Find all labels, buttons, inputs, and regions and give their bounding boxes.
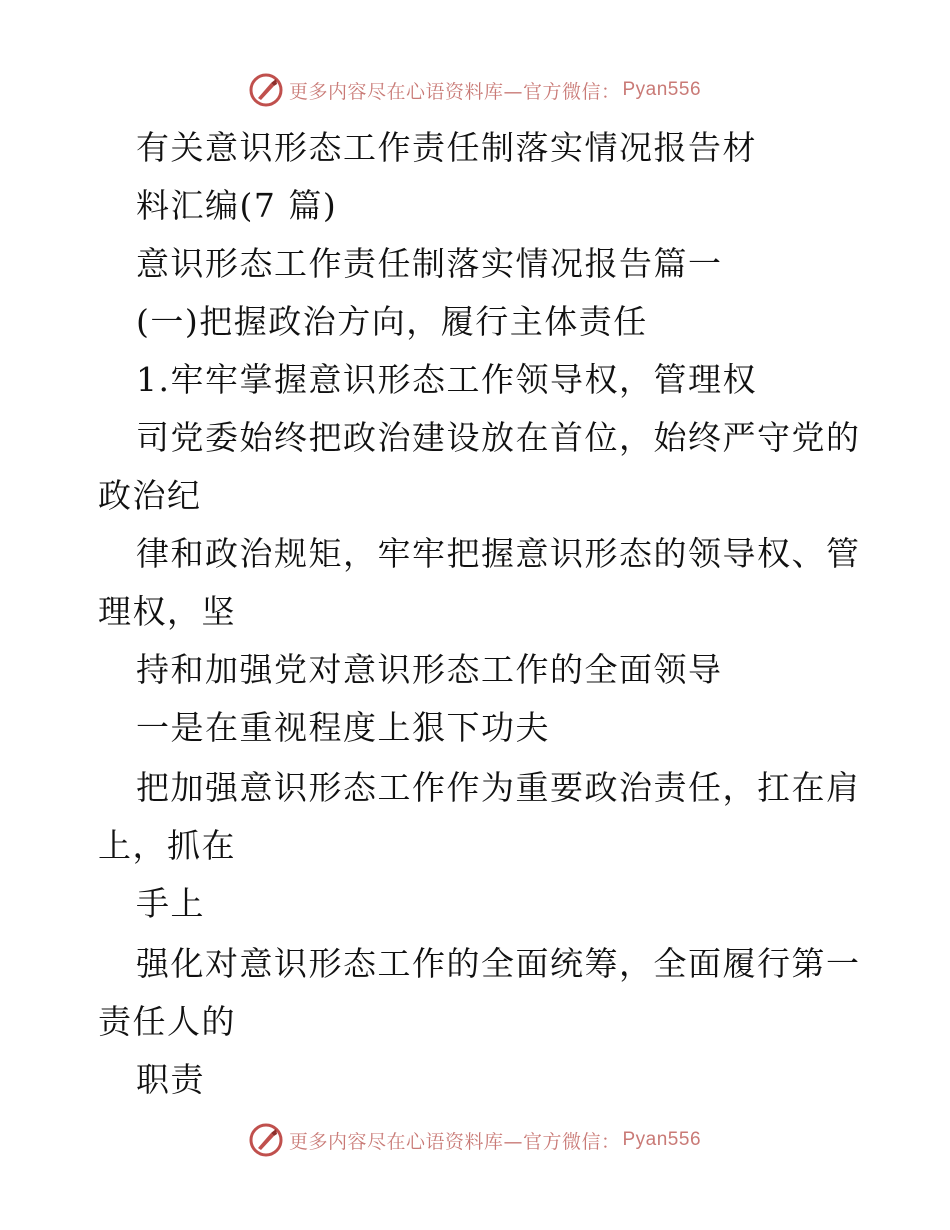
- quill-pen-logo-icon: [249, 73, 283, 107]
- paragraph-line: 强化对意识形态工作的全面统筹，全面履行第一: [136, 944, 861, 983]
- watermark-account: Pyan556: [622, 79, 702, 100]
- numbered-heading: 1.牢牢掌握意识形态工作领导权，管理权: [136, 360, 757, 399]
- paragraph-line: 持和加强党对意识形态工作的全面领导: [136, 650, 723, 689]
- watermark-text: 更多内容尽在心语资料库—官方微信：: [288, 1130, 621, 1153]
- watermark-account: Pyan556: [622, 1129, 702, 1150]
- paragraph-line: 上，抓在: [98, 826, 236, 865]
- paragraph-line: 理权，坚: [98, 592, 236, 631]
- document-title-line-2: 料汇编(7 篇): [136, 186, 338, 225]
- paragraph-line: 律和政治规矩，牢牢把握意识形态的领导权、管: [136, 534, 861, 573]
- footer-watermark: [0, 1120, 950, 1160]
- document-title-line-1: 有关意识形态工作责任制落实情况报告材: [136, 128, 757, 167]
- paragraph-line: 一是在重视程度上狠下功夫: [136, 708, 550, 747]
- paragraph-line: 手上: [136, 884, 205, 923]
- paragraph-line: 司党委始终把政治建设放在首位，始终严守党的: [136, 418, 861, 457]
- watermark-text: 更多内容尽在心语资料库—官方微信：: [288, 80, 621, 103]
- header-watermark: [0, 70, 950, 110]
- paragraph-line: 职责: [136, 1060, 205, 1099]
- paragraph-line: 政治纪: [98, 476, 202, 515]
- subsection-heading: (一)把握政治方向，履行主体责任: [136, 302, 648, 341]
- section-heading: 意识形态工作责任制落实情况报告篇一: [136, 244, 723, 283]
- paragraph-line: 把加强意识形态工作作为重要政治责任，扛在肩: [136, 768, 861, 807]
- paragraph-line: 责任人的: [98, 1002, 236, 1041]
- quill-pen-logo-icon: [249, 1123, 283, 1157]
